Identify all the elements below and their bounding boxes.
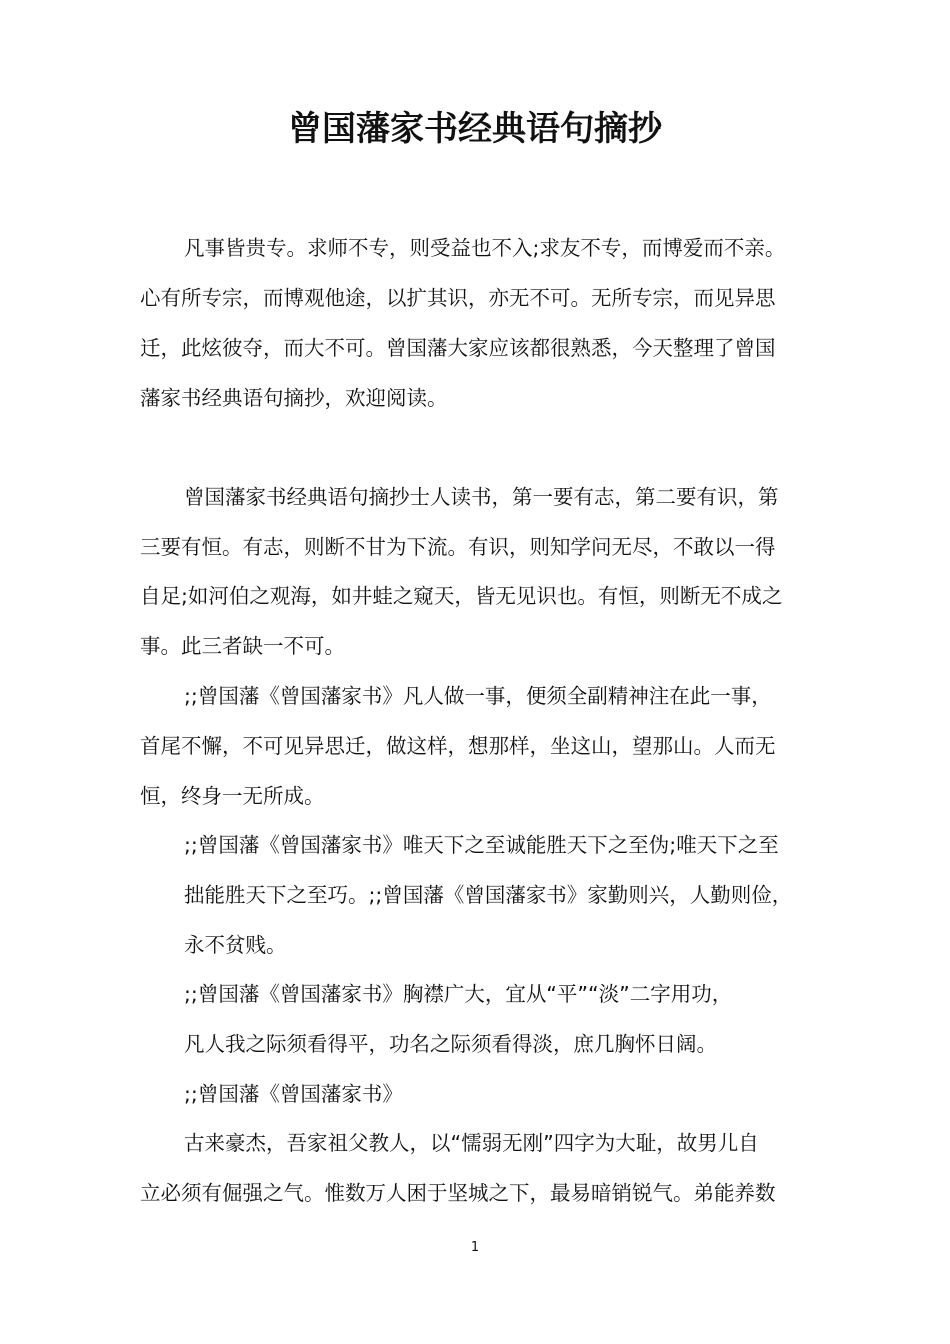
paragraph-4-line-2: 拙能胜天下之至巧。;;曾国藩《曾国藩家书》家勤则兴，人勤则俭， xyxy=(184,883,793,907)
paragraph-1-line-1: 凡事皆贵专。求师不专，则受益也不入;求友不专，而博爱而不亲。 xyxy=(184,236,786,260)
paragraph-6-line-1: ;;曾国藩《曾国藩家书》 xyxy=(184,1082,403,1106)
paragraph-5-line-2: 凡人我之际须看得平，功名之际须看得淡，庶几胸怀日阔。 xyxy=(184,1032,717,1056)
paragraph-3-line-1: ;;曾国藩《曾国藩家书》凡人做一事，便须全副精神注在此一事， xyxy=(184,684,772,708)
paragraph-7-line-1: 古来豪杰，吾家祖父教人，以“懦弱无刚”四字为大耻，故男儿自 xyxy=(184,1131,759,1155)
paragraph-7-line-2: 立必须有倔强之气。惟数万人困于坚城之下，最易暗销锐气。弟能养数 xyxy=(140,1181,776,1205)
paragraph-2-line-4: 事。此三者缺一不可。 xyxy=(140,634,345,658)
paragraph-3-line-3: 恒，终身一无所成。 xyxy=(140,784,325,808)
paragraph-1-line-4: 藩家书经典语句摘抄，欢迎阅读。 xyxy=(140,386,448,410)
paragraph-2-line-1: 曾国藩家书经典语句摘抄士人读书，第一要有志，第二要有识，第 xyxy=(184,485,779,509)
paragraph-1-line-3: 迁，此炫彼夺，而大不可。曾国藩大家应该都很熟悉，今天整理了曾国 xyxy=(140,336,776,360)
paragraph-1-line-2: 心有所专宗，而博观他途，以扩其识，亦无不可。无所专宗，而见异思 xyxy=(140,286,776,310)
document-title: 曾国藩家书经典语句摘抄 xyxy=(288,109,662,149)
paragraph-2-line-3: 自足;如河伯之观海，如井蛙之窥天，皆无见识也。有恒，则断无不成之 xyxy=(140,584,783,608)
paragraph-3-line-2: 首尾不懈，不可见异思迁，做这样，想那样，坐这山，望那山。人而无 xyxy=(140,734,776,758)
paragraph-5-line-1: ;;曾国藩《曾国藩家书》胸襟广大，宜从“平”“淡”二字用功， xyxy=(184,982,733,1006)
paragraph-4-line-3: 永不贫贱。 xyxy=(184,933,287,957)
paragraph-4-line-1: ;;曾国藩《曾国藩家书》唯天下之至诚能胜天下之至伪;唯天下之至 xyxy=(184,833,779,857)
page-number: 1 xyxy=(470,1240,480,1255)
paragraph-2-line-2: 三要有恒。有志，则断不甘为下流。有识，则知学问无尽，不敢以一得 xyxy=(140,535,776,559)
